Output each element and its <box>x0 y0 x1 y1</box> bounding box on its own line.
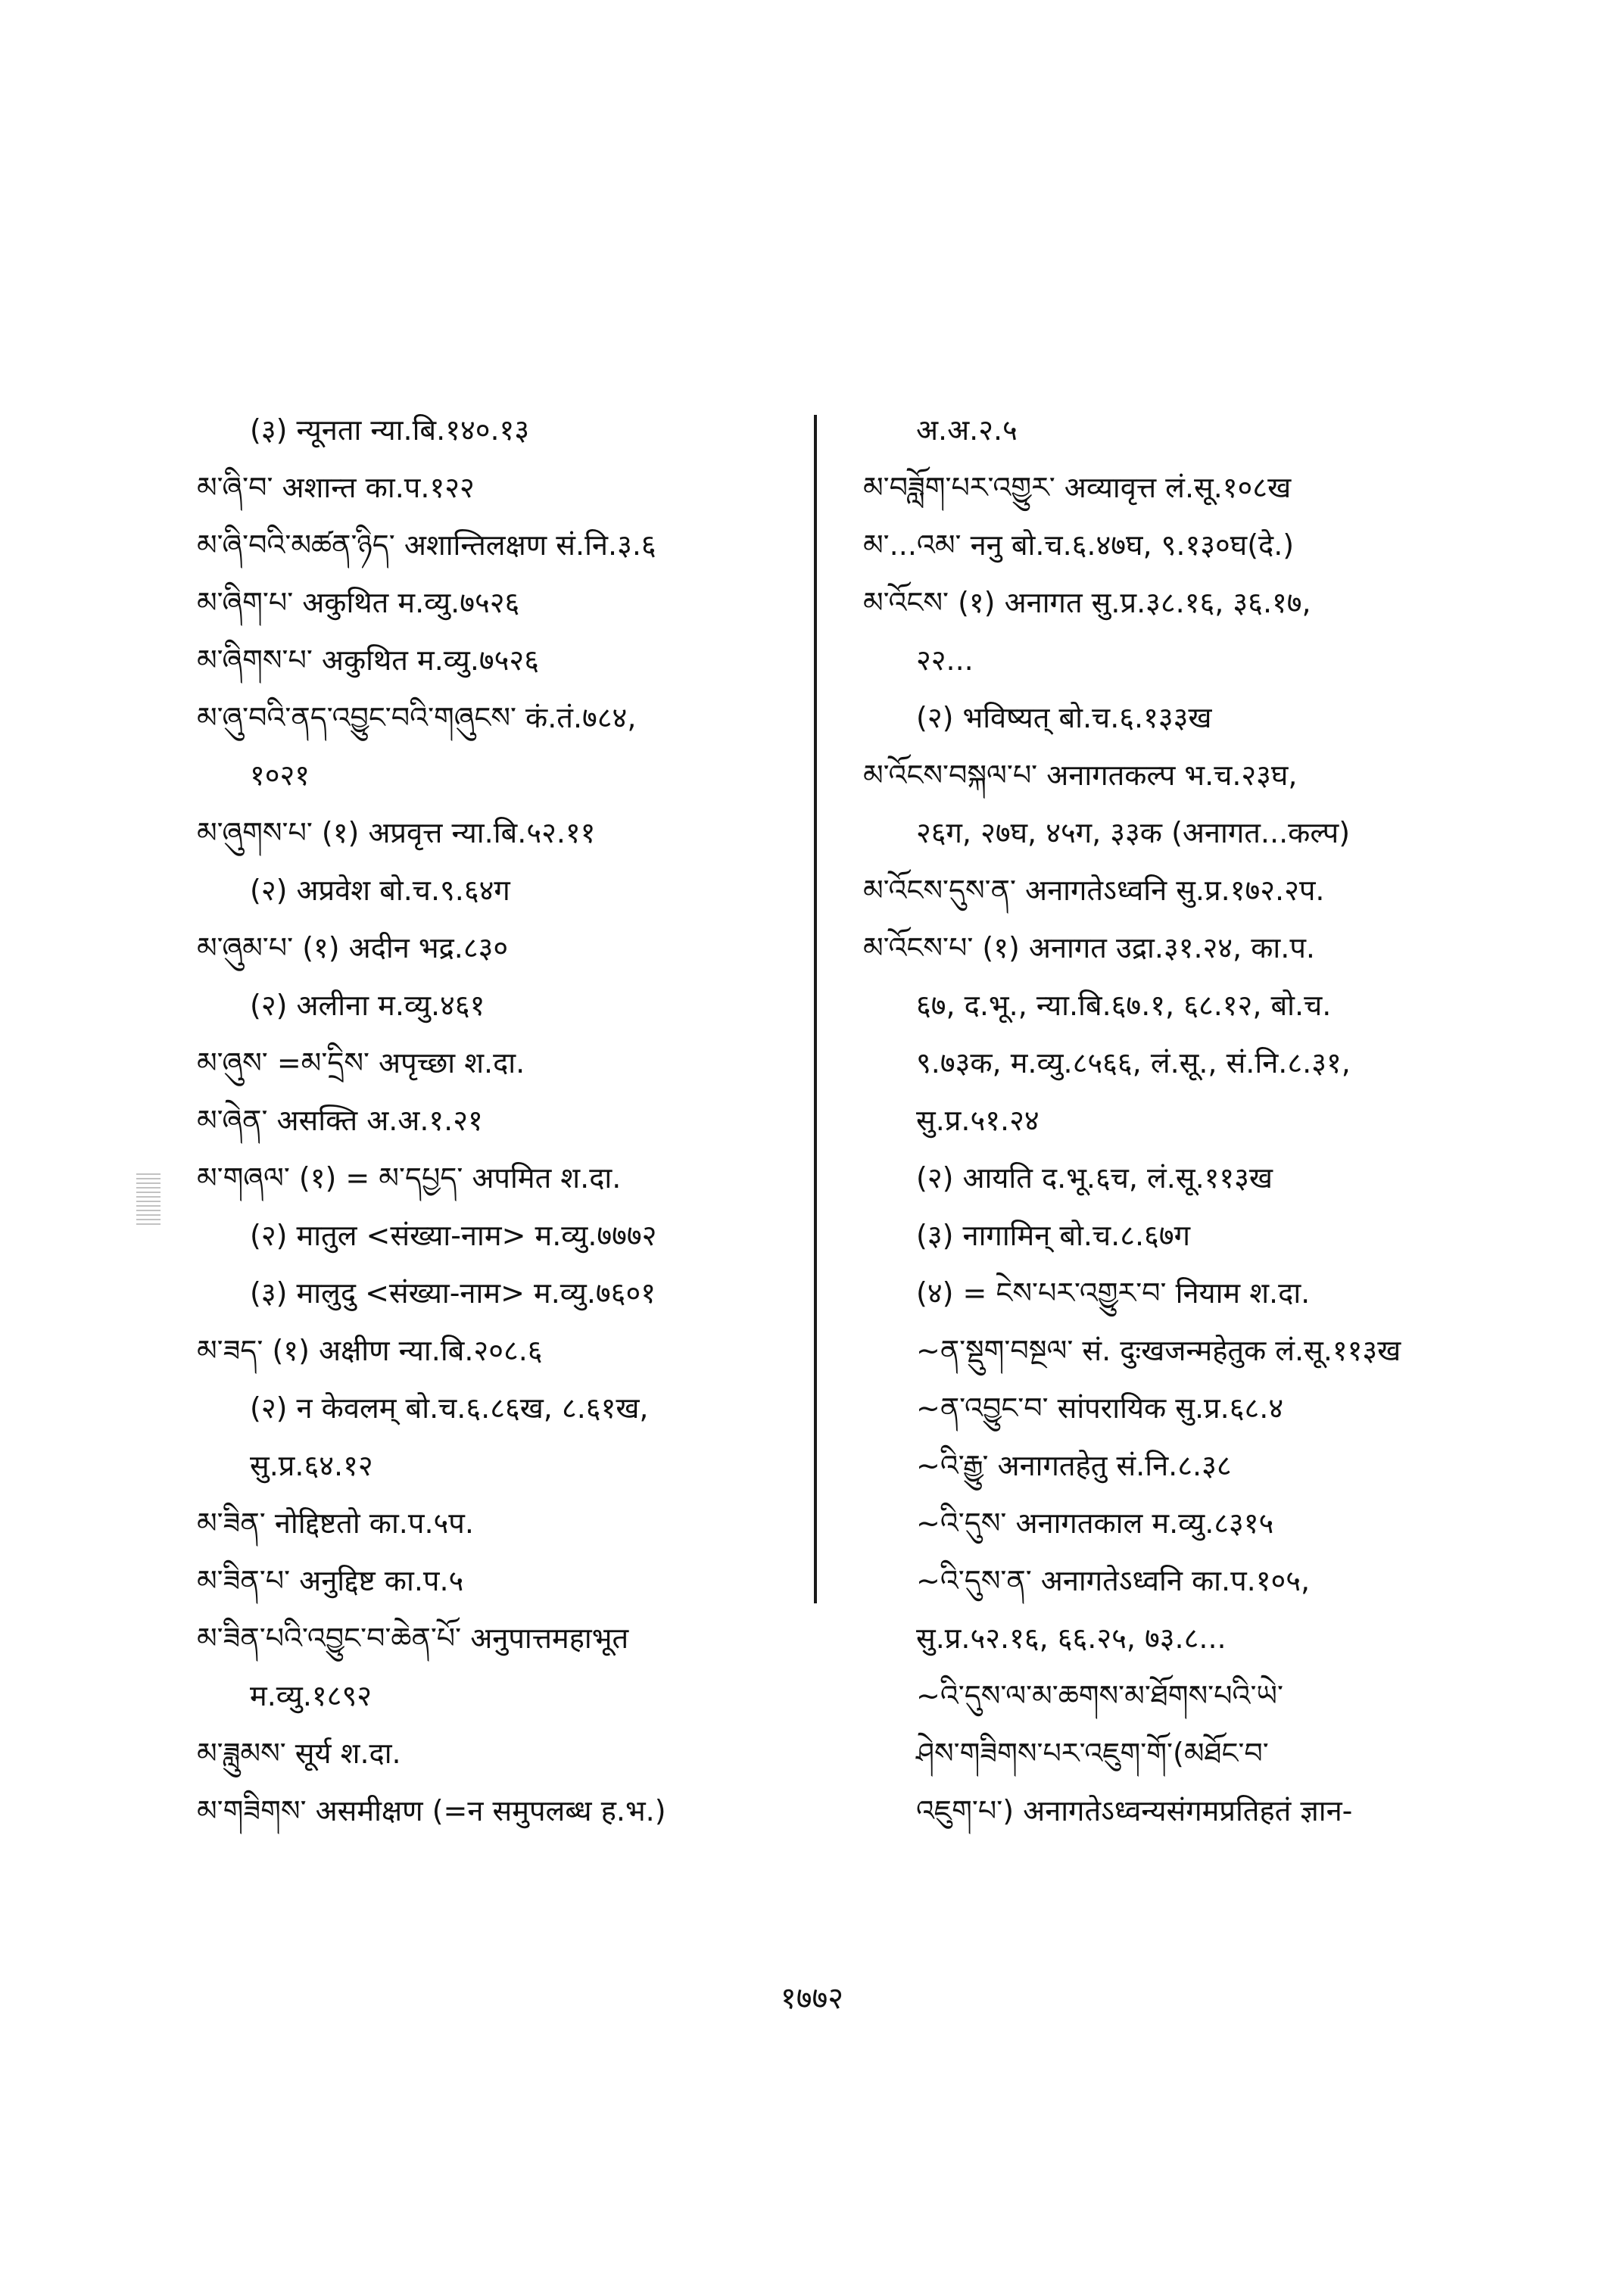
dictionary-entry-line: (३) मालुदु <संख्या-नाम> म.व्यु.७६०१ <box>250 1276 656 1310</box>
dictionary-entry-line: མ་ཞིག་པ་ अकुथित म.व्यु.७५२६ <box>197 586 520 619</box>
dictionary-entry-line: མ་ཟླུམས་ सूर्य श.दा. <box>197 1737 401 1770</box>
dictionary-entry-line: མ་ཟིན་པ་ अनुद्दिष्ट का.प.५ <box>197 1564 464 1597</box>
dictionary-entry-line: (२) अलीना म.व्यु.४६१ <box>250 989 485 1022</box>
dictionary-entry-line: १०२१ <box>250 759 310 792</box>
dictionary-entry-line: ~ན་འབྱུང་བ་ सांपरायिक सु.प्र.६८.४ <box>916 1391 1284 1425</box>
dictionary-entry-line: ~འི་རྒྱུ་ अनागतहेतु सं.नि.८.३८ <box>916 1449 1232 1482</box>
dictionary-entry-line: सु.प्र.६४.१२ <box>250 1449 373 1482</box>
dictionary-entry-line: ६७, द.भू., न्या.बि.६७.१, ६८.१२, बो.च. <box>916 989 1332 1022</box>
page-number: १७७२ <box>780 1981 844 2016</box>
dictionary-entry-line: (२) अप्रवेश बो.च.९.६४ग <box>250 874 510 907</box>
dictionary-entry-line: २६ग, २७घ, ४५ग, ३३क (अनागत...कल्प) <box>916 816 1351 849</box>
dictionary-entry-line: མ་ཞུ་བའི་ནད་འབྱུང་བའི་གཞུངས་ कं.तं.७८४, <box>197 701 637 734</box>
dictionary-entry-line: २२... <box>916 643 974 677</box>
dictionary-entry-line: མ་ཞིགས་པ་ अकुथित म.व्यु.७५२६ <box>197 643 539 677</box>
scan-margin-marks <box>136 1173 161 1226</box>
dictionary-entry-line: མ་ཟིན་པའི་འབྱུང་བ་ཆེན་པོ་ अनुपात्तमहाभूत <box>197 1622 629 1655</box>
dictionary-entry-line: (४) = ངེས་པར་འགྱུར་བ་ नियाम श.दा. <box>916 1276 1311 1310</box>
dictionary-entry-line: མ་ཞི་བའི་མཚན་ཉིད་ अशान्तिलक्षण सं.नि.३.६ <box>197 528 656 562</box>
dictionary-entry-line: འཇུག་པ་) अनागतेऽध्वन्यसंगमप्रतिहतं ज्ञान- <box>916 1794 1353 1827</box>
dictionary-entry-line: ~ན་སྡུག་བསྔལ་ सं. दुःखजन्महेतुक लं.सू.११३ख <box>916 1334 1401 1367</box>
dictionary-entry-line: म.व्यु.१८९२ <box>250 1679 372 1712</box>
dictionary-entry-line: अ.अ.२.५ <box>916 413 1018 447</box>
dictionary-entry-line: མ་ཞུགས་པ་ (१) अप्रवृत्त न्या.बि.५२.११ <box>197 816 596 849</box>
dictionary-entry-line: མ་འོངས་བསྐལ་པ་ अनागतकल्प भ.च.२३घ, <box>863 759 1298 792</box>
right-column <box>863 401 1476 1840</box>
column-divider <box>814 415 817 1603</box>
dictionary-entry-line: ~འི་དུས་ན་ अनागतेऽध्वनि का.प.१०५, <box>916 1564 1311 1597</box>
dictionary-entry-line: མ་ཞེན་ असक्ति अ.अ.१.२१ <box>197 1104 483 1137</box>
dictionary-entry-line: མ་ཟད་ (१) अक्षीण न्या.बि.२०८.६ <box>197 1334 543 1367</box>
dictionary-entry-line: (३) न्यूनता न्या.बि.१४०.१३ <box>250 413 530 447</box>
dictionary-entry-line: (३) नागामिन् बो.च.८.६७ग <box>916 1219 1190 1252</box>
dictionary-entry-line: ~འི་དུས་ अनागतकाल म.व्यु.८३१५ <box>916 1506 1274 1540</box>
left-column <box>197 401 803 1840</box>
dictionary-entry-line: མ་འོངས་པ་ (१) अनागत उद्रा.३१.२४, का.प. <box>863 931 1315 964</box>
dictionary-entry-line: (२) न केवलम् बो.च.६.८६ख, ८.६१ख, <box>250 1391 649 1425</box>
dictionary-entry-line: མ་གཞལ་ (१) = མ་དཔྱད་ अपमित श.दा. <box>197 1161 622 1195</box>
dictionary-entry-line: (२) मातुल <संख्या-नाम> म.व्यु.७७७२ <box>250 1219 657 1252</box>
dictionary-entry-line: མ་གཟིགས་ असमीक्षण (=न समुपलब्ध ह.भ.) <box>197 1794 666 1827</box>
dictionary-entry-line: (२) भविष्यत् बो.च.६.१३३ख <box>916 701 1212 734</box>
dictionary-entry-line: མ་འོངས་ (१) अनागत सु.प्र.३८.१६, ३६.१७, <box>863 586 1311 619</box>
dictionary-entry-line: མ་འོངས་དུས་ན་ अनागतेऽध्वनि सु.प्र.१७२.२प. <box>863 874 1325 907</box>
dictionary-entry-line: མ་ཞུས་ =མ་དྲིས་ अपृच्छा श.दा. <box>197 1046 525 1080</box>
dictionary-entry-line: सु.प्र.५१.२४ <box>916 1104 1040 1137</box>
dictionary-entry-line: མ་ཟིན་ नोद्दिष्टतो का.प.५प. <box>197 1506 474 1540</box>
dictionary-entry-line: མ་ཞི་བ་ अशान्त का.प.१२२ <box>197 471 475 504</box>
dictionary-entry-line: མ་...འམ་ ननु बो.च.६.४७घ, ९.१३०घ(दे.) <box>863 528 1295 562</box>
dictionary-entry-line: ९.७३क, म.व्यु.८५६६, लं.सू., सं.नि.८.३१, <box>916 1046 1351 1080</box>
dictionary-entry-line: མ་ཞུམ་པ་ (१) अदीन भद्र.८३० <box>197 931 509 964</box>
dictionary-entry-line: མ་བཟློག་པར་འགྱུར་ अव्यावृत्त लं.सू.१०८ख <box>863 471 1292 504</box>
dictionary-entry-line: ཤེས་གཟིགས་པར་འཇུག་གོ་(མཐོང་བ་ <box>916 1737 1269 1770</box>
dictionary-entry-line: (२) आयति द.भू.६च, लं.सू.११३ख <box>916 1161 1273 1195</box>
dictionary-entry-line: सु.प्र.५२.१६, ६६.२५, ७३.८... <box>916 1622 1227 1655</box>
dictionary-entry-line: ~འི་དུས་ལ་མ་ཆགས་མ་ཐོགས་པའི་ཡེ་ <box>916 1679 1283 1712</box>
